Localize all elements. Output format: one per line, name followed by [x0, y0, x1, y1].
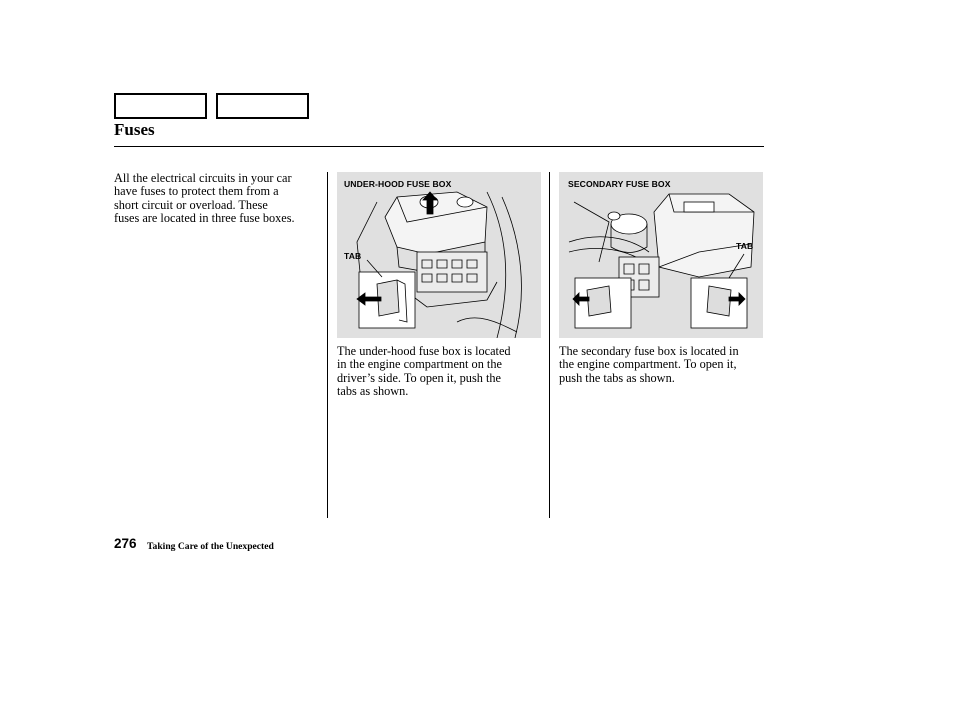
caption-line: push the tabs as shown. — [559, 370, 675, 385]
caption-line: tabs as shown. — [337, 384, 409, 399]
caption-line: driver’s side. To open it, push the — [337, 370, 501, 385]
tab-callout-label: TAB — [736, 241, 754, 251]
secondary-fuse-box-figure — [559, 172, 763, 338]
title-rule — [114, 146, 764, 147]
intro-line: have fuses to protect them from a — [114, 184, 279, 199]
intro-paragraph — [114, 172, 320, 226]
intro-line: All the electrical circuits in your car — [114, 171, 292, 185]
under-hood-fuse-box-figure — [337, 172, 541, 338]
header-tab-box-1 — [114, 93, 207, 119]
caption-line: in the engine compartment on the — [337, 357, 502, 372]
figure-heading: SECONDARY FUSE BOX — [568, 179, 671, 189]
caption-line: The secondary fuse box is located in — [559, 344, 739, 358]
secondary-fuse-box-caption — [559, 345, 763, 385]
tab-callout-label: TAB — [344, 251, 362, 261]
under-hood-fuse-box-illustration — [337, 172, 541, 338]
intro-line: short circuit or overload. These — [114, 197, 268, 212]
secondary-fuse-box-illustration — [559, 172, 763, 338]
column-divider-1 — [327, 172, 328, 518]
column-divider-2 — [549, 172, 550, 518]
caption-line: the engine compartment. To open it, — [559, 357, 737, 372]
intro-line: fuses are located in three fuse boxes. — [114, 211, 295, 226]
page-title: Fuses — [114, 120, 155, 139]
caption-line: The under-hood fuse box is located — [337, 344, 511, 358]
under-hood-fuse-box-caption — [337, 345, 541, 399]
figure-heading: UNDER-HOOD FUSE BOX — [344, 179, 452, 189]
header-tab-box-2 — [216, 93, 309, 119]
section-title: Taking Care of the Unexpected — [147, 541, 274, 552]
page-number: 276 — [114, 536, 137, 551]
